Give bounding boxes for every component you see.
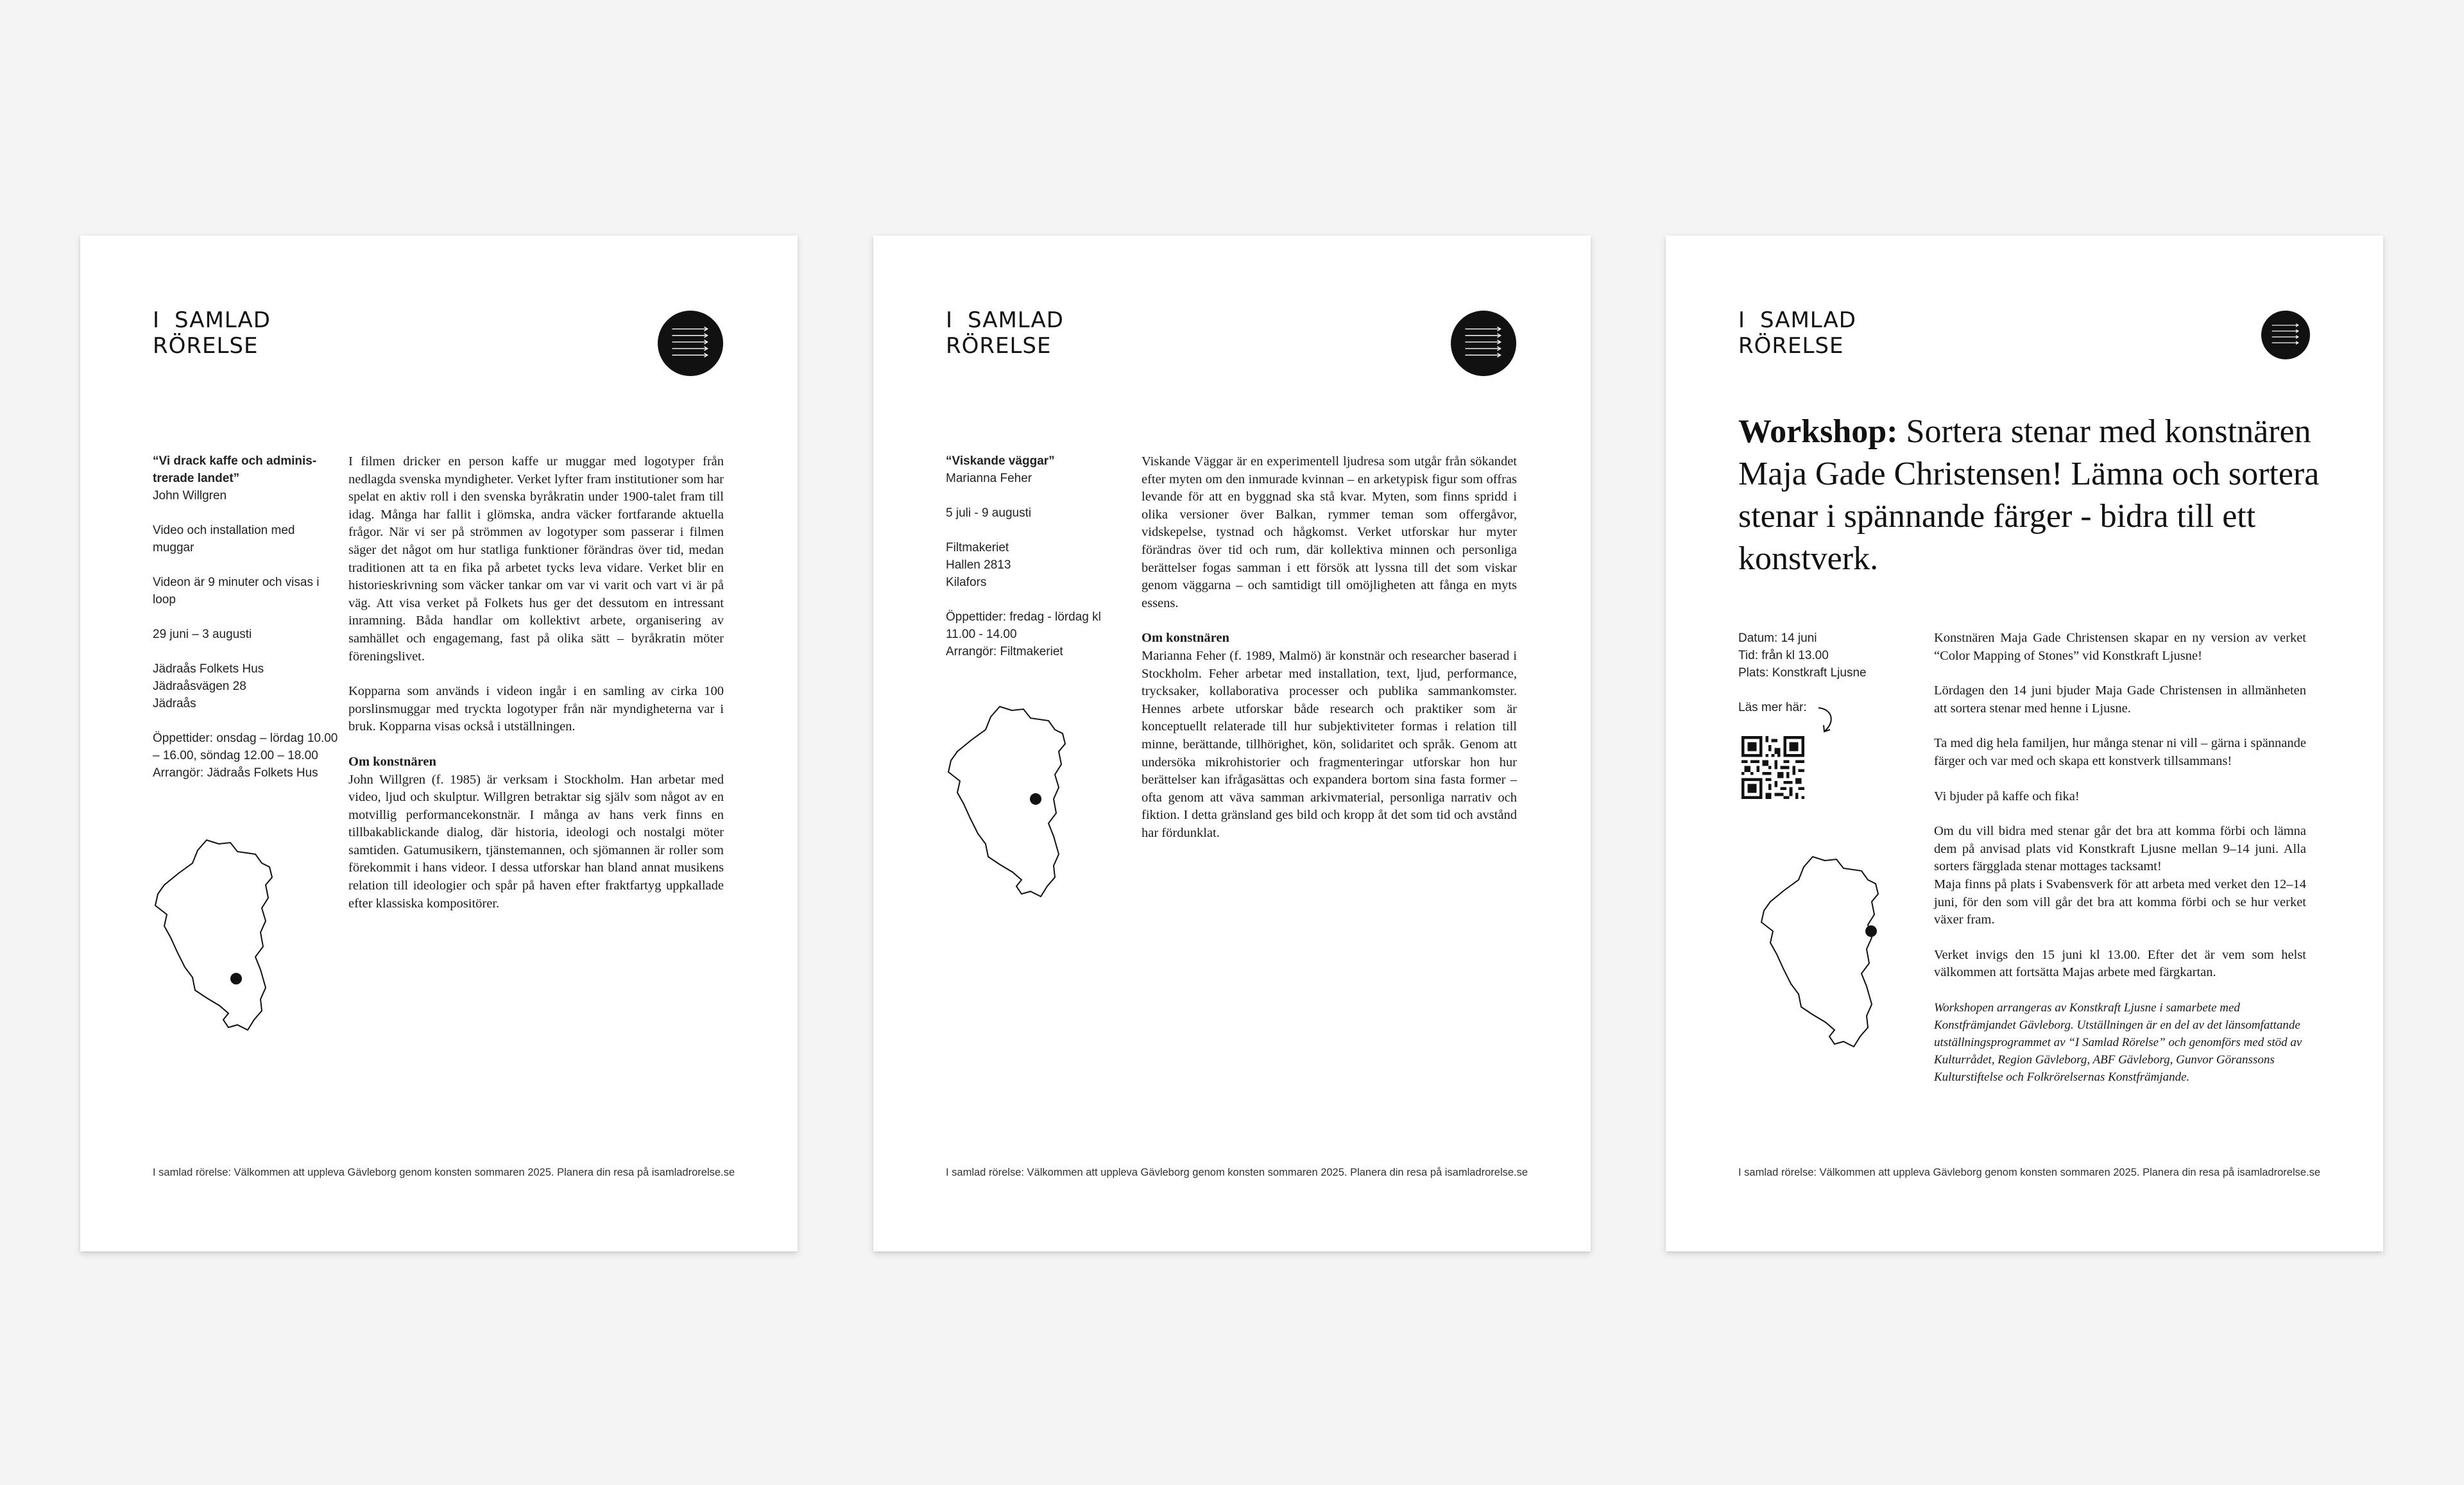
logo-letter: I [1738, 307, 1746, 333]
logo-word-samlad: SAMLAD [175, 307, 271, 333]
about-text: John Willgren (f. 1985) är verksam i Stockholm. Han arbetar med video, ljud och skulptur. Willgren betraktar sig själv som något av en motvillig performancekonstnär. I många av hans verk finns en tillbakablickande dialog, där historia, ideologi och nostalgi möter samtiden. Gatumusikern, tjänstemannen, och sjömannen är roller som förekommit i hans videor. I dessa utforskar han bland annat musikens relation till ideologier och spår på haven efter fraktfartyg uppkallade efter klassiska kompositörer. [348, 772, 724, 911]
logo-word-rorelse: RÖRELSE [946, 333, 1052, 359]
event-place: Plats: Konstkraft Ljusne [1738, 666, 1867, 680]
footer-text: I samlad rörelse: Välkommen att uppleva Gävleborg genom konsten sommaren 2025. Planera din resa på isamladrorelse.se [946, 1167, 1528, 1178]
footer-text: I samlad rörelse: Välkommen att uppleva Gävleborg genom konsten sommaren 2025. Planera din resa på isamladrorelse.se [1738, 1167, 2321, 1178]
poster-page-3 [1666, 236, 2383, 1251]
logo-word-rorelse: RÖRELSE [153, 333, 259, 359]
exhibition-dates: 29 juni – 3 augusti [153, 628, 252, 641]
map-outline-icon [153, 839, 281, 1031]
logo-letter: I [153, 307, 160, 333]
event-time: Tid: från kl 13.00 [1738, 649, 1829, 662]
opening-hours: Öppettider: fredag - lördag kl 11.00 - 14.00 [946, 610, 1101, 641]
main-text [1142, 453, 1517, 842]
poster-page-1 [80, 236, 798, 1251]
about-heading: Om konstnären [348, 754, 436, 769]
headline [1738, 411, 2335, 580]
main-text [1934, 630, 2306, 1103]
venue-line: Hallen 2813 [946, 558, 1011, 572]
organizer: Arrangör: Filtmakeriet [946, 645, 1063, 658]
headline-text: Sortera stenar med konstnären Maja Gade Christensen! Lämna och sortera stenar i spännande färger - bidra till ett konstverk. [1738, 413, 2320, 577]
info-column [1738, 630, 1924, 716]
body-paragraph: Kopparna som används i videon ingår i en samling av cirka 100 porslinsmuggar med tryckta logotyper från när myndigheterna var i bruk. Kopparna visas också i utställningen. [348, 684, 724, 734]
body-paragraph: Ta med dig hela familjen, hur många stenar ni vill – gärna i spännande färger och var med och skapa ett konstverk tillsammans! [1934, 736, 2306, 768]
exhibition-dates: 5 juli - 9 augusti [946, 506, 1032, 520]
venue-line: Jädraåsvägen 28 [153, 680, 246, 693]
opening-hours: Öppettider: onsdag – lördag 10.00 – 16.00, söndag 12.00 – 18.00 [153, 732, 338, 762]
event-date: Datum: 14 juni [1738, 631, 1817, 645]
work-title: “Viskande väggar” [946, 454, 1055, 468]
venue-address [153, 660, 339, 712]
work-title: “Vi drack kaffe och adminis-trerade landet” [153, 454, 317, 485]
footer-text: I samlad rörelse: Välkommen att uppleva Gävleborg genom konsten sommaren 2025. Planera din resa på isamladrorelse.se [153, 1167, 735, 1178]
event-details [1738, 630, 1924, 682]
organizer: Arrangör: Jädraås Folkets Hus [153, 766, 318, 780]
map-outline-icon [1759, 855, 1887, 1048]
about-text: Marianna Feher (f. 1989, Malmö) är konstnär och researcher baserad i Stockholm. Feher arbetar med installation, text, ljud, performance, trycksaker, kollaborativa processer och publika sammankomster. Hennes arbete utforskar både research och praktiker som är konceptuellt relaterade till hur subjektiviteter formas i relation till minne, berättande, tillhörighet, kön, solidaritet och språk. Genom att undersöka mikrohistorier och fragmenteringar utforskar hon hur berättelser kan ifrågasättas och expandera bortom sina fasta former – ofta genom att väva samman arkivmaterial, personliga narrativ och fiktion. I detta gränsland ges bild och kropp åt det som tid och avstånd har fördunklat. [1142, 648, 1517, 840]
qr-code-icon[interactable] [1741, 736, 1804, 799]
main-text [348, 453, 724, 913]
logo [946, 307, 1064, 359]
logo [153, 307, 271, 359]
work-medium: Video och installation med muggar [153, 524, 295, 554]
about-heading: Om konstnären [1142, 631, 1229, 646]
map-outline-icon [946, 705, 1074, 898]
venue-line: Filtmakeriet [946, 541, 1009, 554]
read-more-label: Läs mer här: [1738, 701, 1807, 714]
curved-arrow-icon [1815, 704, 1840, 736]
artist-name: Marianna Feher [946, 472, 1032, 485]
info-column [946, 452, 1132, 678]
logo-word-rorelse: RÖRELSE [1738, 333, 1844, 359]
venue-address [946, 539, 1132, 591]
body-paragraph: Viskande Väggar är en experimentell ljudresa som utgår från sökandet efter myten om den inmurade kvinnan – en arketypisk figur som offras levande för att en byggnad ska stå kvar. Myten, som finns spridd i olika versioner över Balkan, rymmer teman som offergåvor, vidskepelse, tystnad och hågkomst. Verket utforskar hur myter förändras över tid och rum, där kollektiva minnen och personliga berättelser fogas samman i ett försök att lyssna till det som viskar genom väggarna – och samtidigt till omöjligheten att fånga en myts essens. [1142, 454, 1517, 610]
venue-line: Kilafors [946, 576, 987, 589]
logo [1738, 307, 1856, 359]
work-duration: Videon är 9 minuter och visas i loop [153, 576, 320, 606]
body-paragraph: Verket invigs den 15 juni kl 13.00. Efter det är vem som helst välkommen att fortsätta Majas arbete med färgkartan. [1934, 947, 2306, 980]
venue-line: Jädraås Folkets Hus [153, 662, 264, 676]
body-paragraph: Konstnären Maja Gade Christensen skapar en ny version av verket “Color Mapping of Stones” vid Konstkraft Ljusne! [1934, 631, 2306, 663]
body-paragraph: Om du vill bidra med stenar går det bra att komma förbi och lämna dem på anvisad plats vid Konstkraft Ljusne mellan 9–14 juni. Alla sorters färgglada stenar mottages tacksamt! [1934, 824, 2306, 874]
body-paragraph: Vi bjuder på kaffe och fika! [1934, 789, 2080, 803]
logo-word-samlad: SAMLAD [1760, 307, 1856, 333]
headline-label: Workshop: [1738, 413, 1898, 450]
body-paragraph: I filmen dricker en person kaffe ur muggar med logotyper från nedlagda svenska myndigheter. Verket lyfter fram institutioner som har spelat en aktiv roll i den svenska byråkratin under 1900-talet fram till idag. Många har fallit i glömska, andra väcker fortfarande aktuella frågor. När vi ser på strömmen av logotyper som passerar i filmen säger det något om hur statliga funktioner förändras över tid, medan traditionen att ta en fika på arbetet tycks leva vidare. Verket blir en historieskrivning som väcker tankar om var vi varit och vart vi är på väg. Att visa verket på Folkets hus ger det dessutom en intressant inramning. Båda handlar om kollektivt arbete, organisering av samhället och engagemang, fast på olika sätt – byråkratin möter föreningslivet. [348, 454, 724, 664]
arrows-badge-icon [658, 311, 723, 376]
arrows-badge-icon [2261, 311, 2310, 359]
venue-line: Jädraås [153, 697, 196, 710]
artist-name: John Willgren [153, 489, 227, 502]
info-column [153, 452, 339, 799]
logo-word-samlad: SAMLAD [968, 307, 1064, 333]
body-paragraph: Maja finns på plats i Svabensverk för att arbeta med verket den 12–14 juni, för den som vill går det bra att komma förbi och se hur verket växer fram. [1934, 877, 2306, 927]
poster-page-2 [873, 236, 1591, 1251]
credits-note: Workshopen arrangeras av Konstkraft Ljusne i samarbete med Konstfrämjandet Gävleborg. Utställningen är en del av det länsomfattande utställningsprogrammet av “I Samlad Rörelse” och genomförs med stöd av Kulturrådet, Region Gävleborg, ABF Gävleborg, Gunvor Göranssons Kulturstiftelse och Folkrörelsernas Konstfrämjande. [1934, 1000, 2302, 1084]
arrows-badge-icon [1451, 311, 1516, 376]
logo-letter: I [946, 307, 954, 333]
body-paragraph: Lördagen den 14 juni bjuder Maja Gade Christensen in allmänheten att sortera stenar med henne i Ljusne. [1934, 683, 2306, 716]
